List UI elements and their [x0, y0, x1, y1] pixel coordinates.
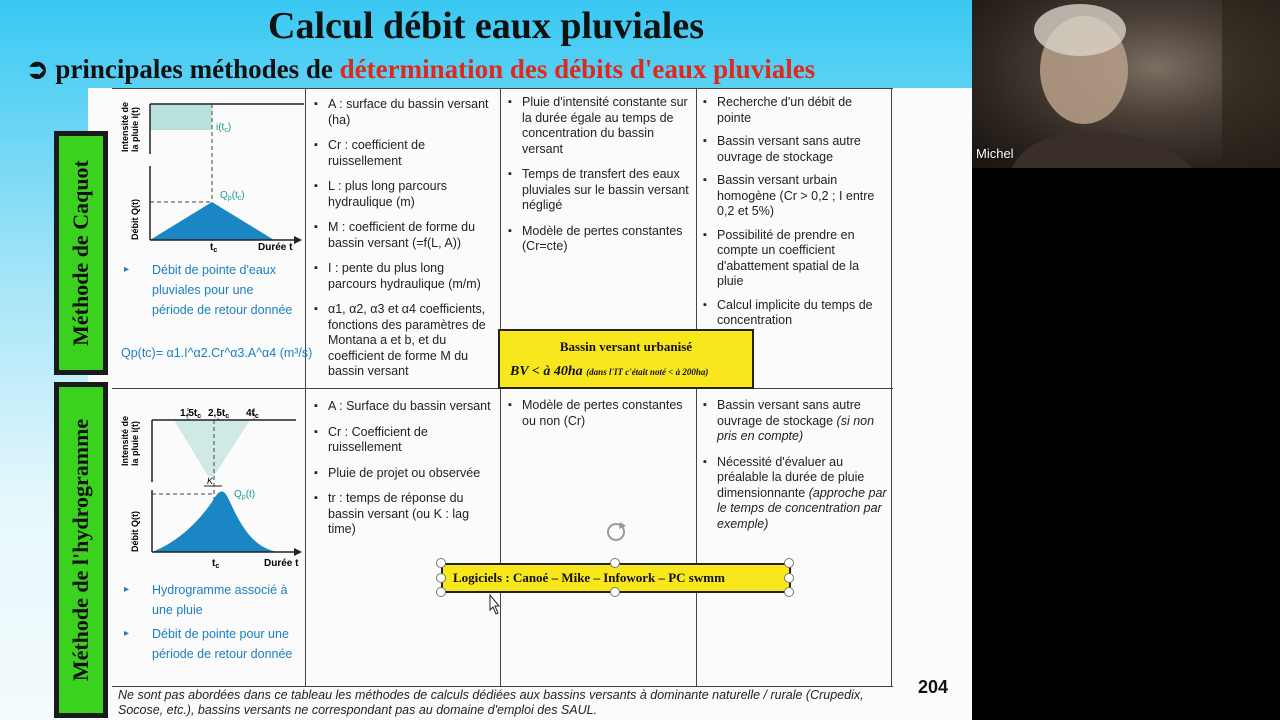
table-top-border [112, 88, 893, 89]
list-item: ▪ Modèle de pertes constantes (Cr=cte) [508, 224, 692, 255]
list-item: ▪ L : plus long parcours hydraulique (m) [314, 179, 496, 210]
footnote: Ne sont pas abordées dans ce tableau les méthodes de calculs dédiées aux bassins versants à dominante naturelle / rurale (Crupedix, Socose, etc.), bassins versants ne correspondant pas au domaine d'emploi des SAUL. [118, 688, 864, 717]
hydrogram-graph [118, 402, 304, 572]
caquot-upper-mark: $i(t_c)$ [216, 122, 232, 134]
list-item: ▪ Cr : coefficient de ruissellement [314, 138, 496, 169]
list-item: ▪ A : Surface du bassin versant [314, 399, 498, 415]
caquot-y-lower-label: Débit Q(t) [130, 199, 140, 240]
resize-handle[interactable] [436, 587, 446, 597]
participant-silhouette [972, 0, 1280, 168]
list-item: ▪ Bassin versant sans autre ouvrage de stockage (si non pris en compte) [703, 398, 887, 445]
hydrogram-x-mark: $t_c$ [212, 558, 220, 570]
list-item: ▪ Pluie de projet ou observée [314, 466, 498, 482]
subtitle-red: détermination des débits d'eaux pluviales [339, 54, 816, 84]
list-item: ▪ Temps de transfert des eaux pluviales sur le bassin versant négligé [508, 167, 692, 214]
list-item: ▪ tr : temps de réponse du bassin versant (ou K : lag time) [314, 491, 498, 538]
resize-handle[interactable] [436, 558, 446, 568]
hydrogram-curve-mark: $Q_p(t)$ [234, 489, 256, 501]
hydrogram-top-mark-3: $4t_c$ [246, 408, 259, 420]
caquot-hydrograph [150, 202, 274, 240]
caquot-y-upper-label: Intensité de [120, 101, 130, 152]
rotate-handle-icon[interactable] [604, 520, 628, 544]
table-col-divider-1 [305, 88, 306, 686]
subtitle-black: principales méthodes de [55, 54, 340, 84]
slide-title: Calcul débit eaux pluviales [268, 5, 704, 47]
list-item: ▪ A : surface du bassin versant (ha) [314, 97, 496, 128]
list-item: ▪ Nécessité d'évaluer au préalable la durée de pluie dimensionnante (approche par le temps de concentration par exemple) [703, 455, 887, 533]
urban-basin-title: Bassin versant urbanisé [559, 339, 693, 354]
participant-video[interactable] [972, 0, 1280, 168]
hydrogram-curve [152, 492, 278, 553]
list-item: ▪ Modèle de pertes constantes ou non (Cr) [508, 398, 692, 429]
hydrogram-k-mark: K [207, 476, 214, 486]
list-item: ▪ α1, α2, α3 et α4 coefficients, fonctions des paramètres de Montana a et b, et du coefficient de forme M du bassin versant [314, 302, 496, 380]
resize-handle[interactable] [610, 558, 620, 568]
resize-handle[interactable] [610, 587, 620, 597]
resize-handle[interactable] [784, 573, 794, 583]
resize-handle[interactable] [784, 587, 794, 597]
arrow-icon: ➲ [26, 54, 49, 84]
hydrogram-y-upper-label: Intensité de [120, 415, 130, 466]
move-cursor-icon [482, 594, 502, 616]
resize-handle[interactable] [436, 573, 446, 583]
hydrogram-top-mark-1: $1,5t_c$ [180, 408, 202, 420]
caquot-lower-mark: $Q_p(t_c)$ [220, 190, 245, 202]
list-item: ▪ Possibilité de prendre en compte un coefficient d'abattement spatial de la pluie [703, 228, 887, 290]
caquot-method-label: Méthode de Caquot [54, 131, 108, 375]
table-bottom-border [112, 686, 893, 687]
caquot-formula: Qp(tc)= α1.I^α2.Cr^α3.A^α4 (m³/s) [121, 346, 313, 360]
list-item: ▪ Pluie d'intensité constante sur la durée égale au temps de concentration du bassin versant [508, 95, 692, 157]
caquot-rain-block [150, 104, 212, 130]
list-item: ▪ Bassin versant sans autre ouvrage de stockage [703, 134, 887, 165]
svg-text:la pluie i(t): la pluie i(t) [130, 421, 140, 466]
resize-handle[interactable] [784, 558, 794, 568]
caquot-x-mark: $t_c$ [210, 242, 218, 254]
page-number: 204 [918, 677, 949, 697]
caquot-parameters [314, 97, 496, 390]
hydrogram-description: ▸ Hydrogramme associé à une pluie ▸ Débit de pointe pour une période de retour donnée [124, 580, 302, 664]
svg-text:la pluie i(t): la pluie i(t) [130, 107, 140, 152]
list-item: ▪ Cr : Coefficient de ruissellement [314, 425, 498, 456]
list-item: ▪ M : coefficient de forme du bassin versant (=f(L, A)) [314, 220, 496, 251]
hydrogram-parameters [314, 399, 498, 548]
hydrogram-hypotheses [508, 398, 692, 439]
urban-basin-note[interactable] [498, 329, 754, 389]
participant-name: Michel [976, 146, 1014, 161]
hydrogram-y-lower-label: Débit Q(t) [130, 511, 140, 552]
software-text[interactable]: Logiciels : Canoé – Mike – Infowork – PC swmm [453, 570, 725, 585]
hydrogram-x-label: Durée t [264, 558, 299, 569]
slide-subtitle [26, 54, 815, 85]
urban-basin-limit: BV < à 40ha (dans l'IT c'était noté < à 200ha) [510, 364, 709, 379]
hydrogram-rain-funnel [152, 420, 290, 476]
list-item: ▪ I : pente du plus long parcours hydraulique (m/m) [314, 261, 496, 292]
list-item: ▪ Recherche d'un débit de pointe [703, 95, 887, 126]
caquot-domain [703, 95, 887, 337]
caquot-graph [118, 94, 304, 254]
caquot-x-label: Durée t [258, 242, 293, 253]
caquot-description: ▸ Débit de pointe d'eaux pluviales pour une période de retour donnée [124, 260, 298, 320]
table-col-divider-4 [891, 88, 892, 686]
caquot-hypotheses [508, 95, 692, 265]
hydrogram-domain [703, 398, 887, 542]
hydrogram-top-mark-2: $2,5t_c$ [208, 408, 230, 420]
hydrogram-method-label: Méthode de l'hydrogramme [54, 382, 108, 718]
list-item: ▪ Bassin versant urbain homogène (Cr > 0,2 ; I entre 0,2 et 5%) [703, 173, 887, 220]
list-item: ▪ Calcul implicite du temps de concentration [703, 298, 887, 329]
